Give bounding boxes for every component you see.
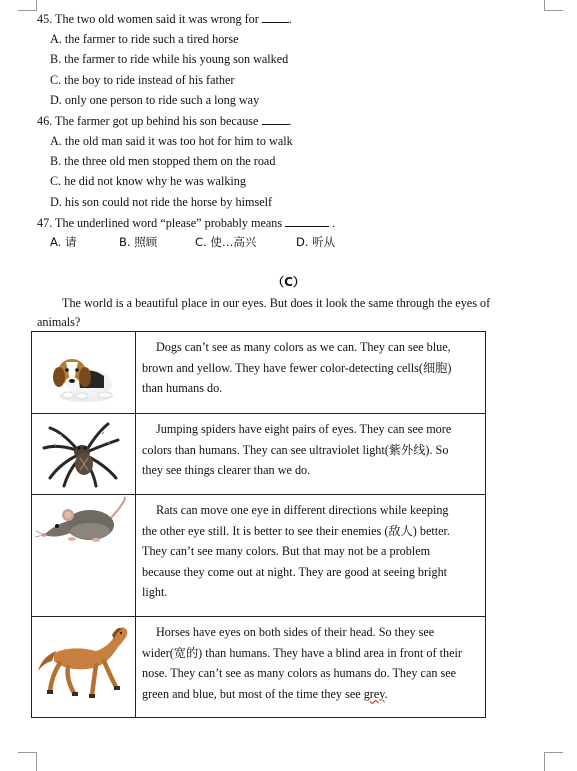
- option-45c: C. the boy to ride instead of his father: [50, 73, 235, 87]
- crop-mark-top-right: [544, 0, 563, 11]
- spider-icon: [32, 414, 133, 495]
- option-46a: A. the old man said it was too hot for him to walk: [50, 134, 293, 148]
- crop-mark-top-left: [18, 0, 37, 11]
- option-45b: B. the farmer to ride while his young son walked: [50, 52, 289, 66]
- text-line: brown and yellow. They have fewer color-detecting cells(细胞): [142, 360, 452, 375]
- intro-line-2: animals?: [37, 315, 81, 329]
- answer-blank: [262, 10, 289, 23]
- text-line: Jumping spiders have eight pairs of eyes. They can see more: [156, 422, 452, 436]
- spider-description: [136, 414, 486, 495]
- option-47b: B. 照顾: [119, 235, 158, 249]
- question-47: [37, 214, 335, 231]
- option-45d: D. only one person to ride such a long way: [50, 93, 260, 107]
- question-46: [37, 112, 292, 129]
- text-line: colors than humans. They can see ultraviolet light(紫外线). So: [142, 442, 449, 457]
- text-line: Rats can move one eye in different directions while keeping: [156, 503, 449, 517]
- text-line: green and blue, but most of the time they see: [142, 686, 364, 701]
- text-line: they see things clearer than we do.: [142, 463, 311, 477]
- rat-picture-cell: [32, 495, 136, 617]
- option-45a: A. the farmer to ride such a tired horse: [50, 32, 239, 46]
- question-stem-end: .: [332, 216, 336, 230]
- text-line: Horses have eyes on both sides of their head. So they see: [156, 625, 435, 639]
- answer-blank: [285, 214, 329, 227]
- dog-picture-cell: [32, 332, 136, 414]
- option-47d: D. 听从: [296, 235, 336, 249]
- text-line: They can’t see many colors. But that may not be a problem: [142, 544, 431, 558]
- text-line: nose. They can’t see as many colors as humans do. They can see: [142, 666, 457, 680]
- option-46c: C. he did not know why he was walking: [50, 174, 246, 188]
- question-stem: 45. The two old women said it was wrong for: [37, 12, 259, 26]
- crop-mark-bottom-right: [544, 752, 563, 771]
- option-47c: C. 使…高兴: [195, 235, 257, 249]
- spellcheck-flagged-word: grey: [363, 686, 385, 701]
- question-45: [37, 10, 292, 27]
- question-stem-end: .: [288, 114, 292, 128]
- text-line: because they come out at night. They are good at seeing bright: [142, 564, 448, 579]
- crop-mark-bottom-left: [18, 752, 37, 771]
- options-47: [50, 234, 350, 252]
- answer-blank: [262, 112, 289, 125]
- horse-icon: [32, 617, 133, 718]
- section-title: （C）: [272, 275, 305, 289]
- question-stem-end: .: [288, 12, 292, 26]
- rat-description: [136, 495, 486, 617]
- question-stem: 47. The underlined word “please” probably means: [37, 216, 283, 230]
- table-row: [32, 617, 486, 718]
- table-row: [32, 414, 486, 495]
- intro-line-1: The world is a beautiful place in our eyes. But does it look the same through the eyes of: [62, 296, 491, 310]
- rat-icon: [32, 495, 133, 617]
- spider-picture-cell: [32, 414, 136, 495]
- dog-icon: [32, 332, 133, 414]
- option-47a: A. 请: [50, 235, 77, 249]
- text-line-end: .: [384, 686, 388, 701]
- dog-description: [136, 332, 486, 414]
- table-row: [32, 495, 486, 617]
- horse-picture-cell: [32, 617, 136, 718]
- text-line: Dogs can’t see as many colors as we can. They can see blue,: [156, 340, 451, 354]
- horse-description: [136, 617, 486, 718]
- table-row: [32, 332, 486, 414]
- option-46d: D. his son could not ride the horse by himself: [50, 195, 273, 209]
- option-46b: B. the three old men stopped them on the road: [50, 154, 276, 168]
- text-line: light.: [142, 585, 168, 599]
- animal-eyes-table: [31, 331, 486, 718]
- text-line: than humans do.: [142, 381, 223, 395]
- text-line: the other eye still. It is better to see their enemies (敌人) better.: [142, 523, 450, 538]
- text-line: wider(宽的) than humans. They have a blind area in front of their: [142, 645, 462, 660]
- question-stem: 46. The farmer got up behind his son because: [37, 114, 259, 128]
